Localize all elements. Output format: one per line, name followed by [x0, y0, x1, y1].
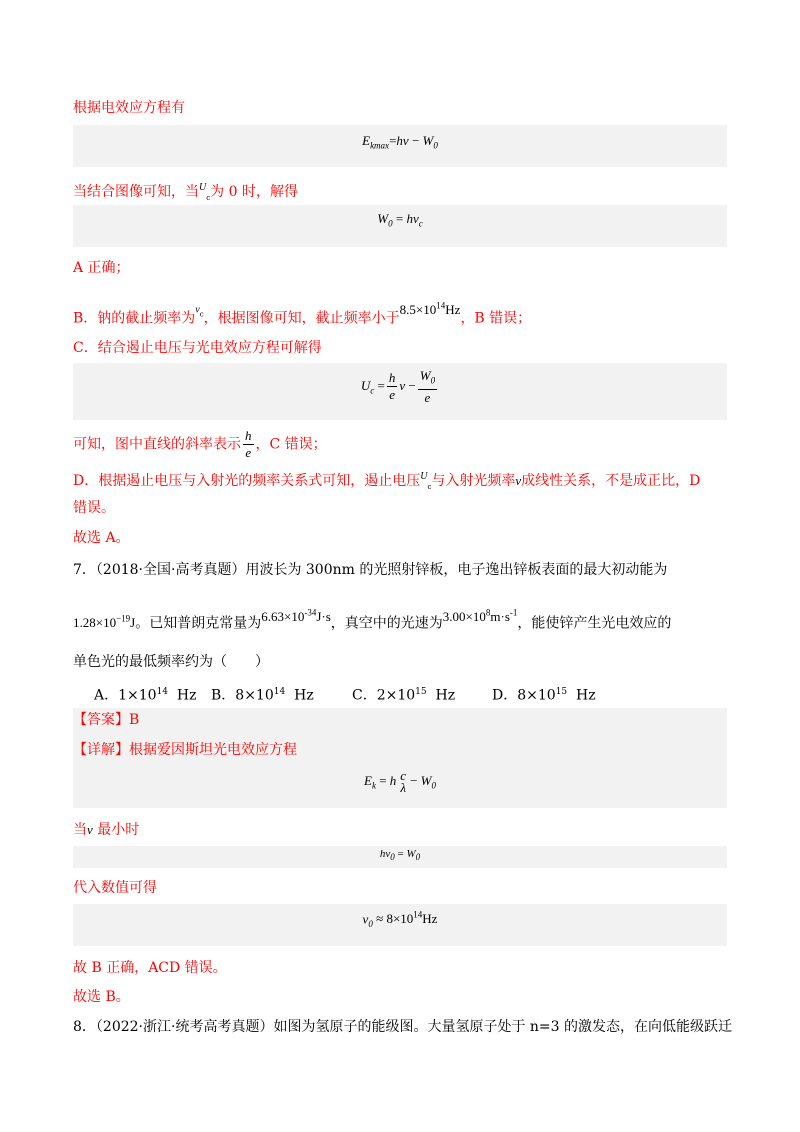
equation-einstein: $E_k = h$ c λ − $W_0$ [363, 768, 436, 795]
equation-box-6 [73, 904, 727, 946]
result-text: 故 B 正确，ACD 错误。 [73, 960, 227, 976]
option-d[interactable]: D．$8\times 10^{15}$ Hz [492, 687, 596, 704]
equation-box-4 [73, 768, 727, 808]
option-a[interactable]: A．$1\times 10^{14}$ Hz [94, 687, 197, 704]
option-d-judgement-end: 错误。 [73, 500, 115, 516]
question-8-stem: 8．（2022·浙江·统考高考真题）如图为氢原子的能级图。大量氢原子处于 n=3 的激发态，在向低能级跃迁 [73, 1019, 733, 1035]
option-d-judgement: D．根据遏止电压与入射光的频率关系式可知，遏止电压$^U_c$与入射光频率ν成线性关系，不是成正比，D [73, 471, 701, 491]
question-7-stem: 7．（2018·全国·高考真题）用波长为 300nm 的光照射锌板，电子逸出锌板表面的最大初动能为 [73, 562, 668, 578]
conclusion-7: 故选 B。 [73, 989, 130, 1005]
option-b[interactable]: B．$8\times 10^{14}$ Hz [211, 687, 314, 704]
answer-label: 【答案】B [73, 712, 140, 728]
option-c-judgement: C．结合遏止电压与光电效应方程可解得 [73, 340, 322, 356]
equation-stopping-voltage: $U_c$ = $\frac{h}{e}$ ν − $\frac{W_0}{e}$ [360, 368, 436, 405]
equation-box-2 [73, 205, 727, 247]
condition-text: 当结合图像可知，当$^U_c$为 0 时，解得 [73, 182, 298, 202]
equation-work-function: $W_0 = h\nu_c$ [377, 211, 423, 229]
substitute-text: 代入数值可得 [73, 880, 157, 896]
detail-label: 【详解】根据爱因斯坦光电效应方程 [73, 742, 297, 758]
minimum-condition: 当ν 最小时 [73, 822, 140, 838]
option-a-judgement: A 正确； [73, 260, 130, 276]
conclusion-6: 故选 A。 [73, 530, 130, 546]
equation-photoelectric: $E_{kmax}=h\nu - W_0$ [362, 133, 438, 151]
slope-text: 可知，图中直线的斜率表示 $\frac{h}{e}$ ，C 错误； [73, 428, 327, 460]
option-b-judgement: B．钠的截止频率为$^\nu_c$，根据图像可知，截止频率小于$8.5\times 10^{14}Hz$，B 错误； [73, 301, 532, 327]
equation-box-5 [73, 846, 727, 868]
explanation-intro: 根据电效应方程有 [73, 100, 185, 116]
question-7-stem-line2: $1.28\times 10^{-19}J$。已知普朗克常量为$6.63\times 10^{-34}J\cdot s$，真空中的光速为$3.00\times 10^8m\cdot s^{-1}$，能使锌产生光电效应的 [73, 608, 672, 632]
equation-box-3 [73, 363, 727, 420]
equation-result: $\nu_0 \approx 8\times 10^{14}Hz$ [362, 910, 438, 929]
question-7-stem-line3: 单色光的最低频率约为（ ） [73, 654, 269, 670]
option-c[interactable]: C．$2\times 10^{15}$ Hz [352, 687, 456, 704]
equation-box-1 [73, 125, 727, 167]
equation-threshold: $h\nu_0 = W_0$ [379, 848, 421, 863]
